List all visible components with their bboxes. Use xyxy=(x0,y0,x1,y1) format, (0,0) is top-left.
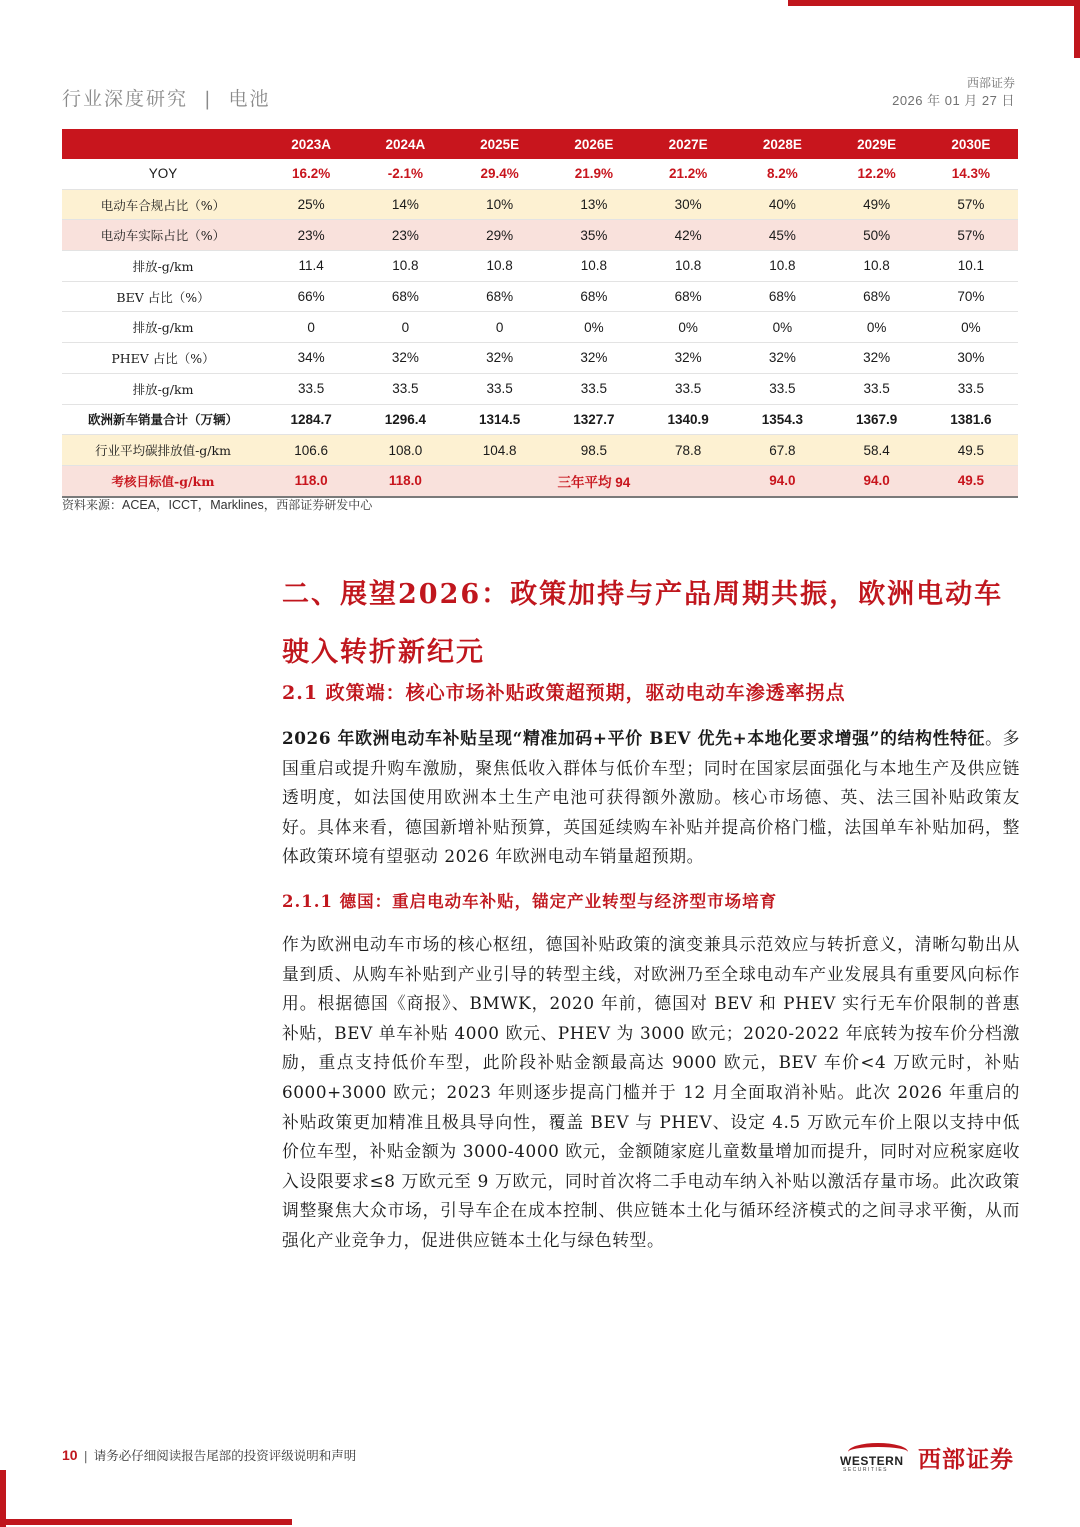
table-cell: 30% xyxy=(641,189,735,220)
row-label: 电动车合规占比（%） xyxy=(62,189,264,220)
table-cell: 1340.9 xyxy=(641,404,735,435)
table-cell: 0 xyxy=(453,312,547,343)
table-cell: 98.5 xyxy=(547,435,641,466)
table-header-cell: 2028E xyxy=(735,129,829,159)
table-cell: 0% xyxy=(641,312,735,343)
table-cell: 118.0 xyxy=(264,465,358,496)
report-category-header xyxy=(62,84,271,111)
table-cell: 29.4% xyxy=(453,159,547,189)
table-cell: 10.8 xyxy=(735,251,829,282)
row-label: 电动车实际占比（%） xyxy=(62,220,264,251)
table-cell: 10.8 xyxy=(358,251,452,282)
table-header-cell: 2026E xyxy=(547,129,641,159)
table-cell: 30% xyxy=(924,343,1018,374)
corner-accent-bottom-horizontal xyxy=(0,1519,292,1525)
table-cell: 23% xyxy=(264,220,358,251)
table-cell: 94.0 xyxy=(735,465,829,496)
table-row-target xyxy=(62,465,1018,496)
table-header-cell: 2030E xyxy=(924,129,1018,159)
row-label: 行业平均碳排放值-g/km xyxy=(62,435,264,466)
table-cell: 10.1 xyxy=(924,251,1018,282)
table-cell: 33.5 xyxy=(453,373,547,404)
table-cell: 0 xyxy=(264,312,358,343)
table-cell: 49.5 xyxy=(924,435,1018,466)
table-cell: 25% xyxy=(264,189,358,220)
company-name: 西部证券 xyxy=(966,76,1015,90)
table-cell: 57% xyxy=(924,189,1018,220)
table-cell: 68% xyxy=(735,281,829,312)
table-row-yoy xyxy=(62,159,1018,189)
table-row-avg-emissions xyxy=(62,435,1018,466)
table-cell: 94.0 xyxy=(830,465,924,496)
table-cell: 21.2% xyxy=(641,159,735,189)
logo-english: WESTERN xyxy=(840,1453,904,1468)
table-cell: 10.8 xyxy=(641,251,735,282)
table-cell: 33.5 xyxy=(641,373,735,404)
table-cell: 33.5 xyxy=(264,373,358,404)
table-row-bev-emissions xyxy=(62,312,1018,343)
table-cell: 8.2% xyxy=(735,159,829,189)
table-cell: 32% xyxy=(453,343,547,374)
row-label: 排放-g/km xyxy=(62,312,264,343)
table-cell: 14% xyxy=(358,189,452,220)
table-cell: 49% xyxy=(830,189,924,220)
table-row-bev-share xyxy=(62,281,1018,312)
table-cell: 0% xyxy=(735,312,829,343)
table-cell: 0% xyxy=(924,312,1018,343)
paragraph-body: 。多国重启或提升购车激励，聚焦低收入群体与低价车型；同时在国家层面强化与本地生产及供应链透明度，如法国使用欧洲本土生产电池可获得额外激励。核心市场德、英、法三国补贴政策友好。具体来看，德国新增补贴预算，英国延续购车补贴并提高价格门槛，法国单车补贴加码，整体政策环境有望驱动 2026 年欧洲电动车销量超预期。 xyxy=(282,728,1020,867)
table-cell-merged: 三年平均 94 xyxy=(453,465,736,496)
table-cell: 10.8 xyxy=(830,251,924,282)
footer-disclaimer xyxy=(62,1446,356,1464)
corner-accent-top-vertical xyxy=(1074,0,1080,58)
table-cell: 0 xyxy=(358,312,452,343)
table-cell: 32% xyxy=(641,343,735,374)
table-cell: 13% xyxy=(547,189,641,220)
table-row-phev-emissions xyxy=(62,373,1018,404)
table-cell: 0% xyxy=(547,312,641,343)
table-cell: 1367.9 xyxy=(830,404,924,435)
table-cell: 68% xyxy=(641,281,735,312)
table-cell: 16.2% xyxy=(264,159,358,189)
policy-paragraph xyxy=(282,724,1020,872)
table-cell: 33.5 xyxy=(830,373,924,404)
table-cell: 1296.4 xyxy=(358,404,452,435)
source-suffix: 西部证券研发中心 xyxy=(276,498,373,512)
report-sector: 电池 xyxy=(228,88,271,110)
table-cell: 33.5 xyxy=(358,373,452,404)
table-cell: 32% xyxy=(358,343,452,374)
page-number: 10 xyxy=(62,1447,78,1463)
table-cell: 23% xyxy=(358,220,452,251)
table-cell: 68% xyxy=(830,281,924,312)
table-cell: 1284.7 xyxy=(264,404,358,435)
table-header-row xyxy=(62,129,1018,159)
table-cell: 1314.5 xyxy=(453,404,547,435)
table-cell: 66% xyxy=(264,281,358,312)
emissions-forecast-table xyxy=(62,129,1018,498)
table-cell: 12.2% xyxy=(830,159,924,189)
report-type: 行业深度研究 xyxy=(62,88,189,110)
table-cell: 1381.6 xyxy=(924,404,1018,435)
company-logo xyxy=(840,1441,1014,1474)
table-cell: 50% xyxy=(830,220,924,251)
table-cell: 104.8 xyxy=(453,435,547,466)
footer-notice: 请务必仔细阅读报告尾部的投资评级说明和声明 xyxy=(93,1448,357,1463)
table-cell: -2.1% xyxy=(358,159,452,189)
table-row-phev-share xyxy=(62,343,1018,374)
table-row-total-sales xyxy=(62,404,1018,435)
table-cell: 1327.7 xyxy=(547,404,641,435)
logo-mark xyxy=(840,1443,914,1473)
table-cell: 32% xyxy=(547,343,641,374)
table-cell: 33.5 xyxy=(547,373,641,404)
germany-paragraph: 作为欧洲电动车市场的核心枢纽，德国补贴政策的演变兼具示范效应与转折意义，清晰勾勒出从量到质、从购车补贴到产业引导的转型主线，对欧洲乃至全球电动车产业发展具有重要风向标作用。根据德国《商报》、BMWK，2020 年前，德国对 BEV 和 PHEV 实行无车价限制的普惠补贴，BEV 单车补贴 4000 欧元、PHEV 为 3000 欧元；2020-2022 年底转为按车价分档激励，重点支持低价车型，此阶段补贴金额最高达 9000 欧元，BEV 车价<4 万欧元时，补贴 6000+3000 欧元；2023 年则逐步提高门槛并于 12 月全面取消补贴。此次 2026 年重启的补贴政策更加精准且极具导向性，覆盖 BEV 与 PHEV、设定 4.5 万欧元车价上限以支持中低价位车型，补贴金额为 3000-4000 欧元，金额随家庭儿童数量增加而提升，同时对应税家庭收入设限要求≤8 万欧元至 9 万欧元，同时首次将二手电动车纳入补贴以激活存量市场。此次政策调整聚焦大众市场，引导车企在成本控制、供应链本土化与循环经济模式的之间寻求平衡，从而强化产业竞争力，促进供应链本土化与绿色转型。 xyxy=(282,934,1020,1250)
table-cell: 33.5 xyxy=(735,373,829,404)
logo-english-sub: SECURITIES xyxy=(843,1466,889,1473)
table-cell: 10.8 xyxy=(547,251,641,282)
row-label: BEV 占比（%） xyxy=(62,281,264,312)
corner-accent-top-horizontal xyxy=(788,0,1080,6)
row-label: PHEV 占比（%） xyxy=(62,343,264,374)
table-cell: 68% xyxy=(358,281,452,312)
table-cell: 42% xyxy=(641,220,735,251)
table-cell: 108.0 xyxy=(358,435,452,466)
table-row-ev-compliance-share xyxy=(62,189,1018,220)
table-cell: 70% xyxy=(924,281,1018,312)
table-cell: 21.9% xyxy=(547,159,641,189)
table-row-ev-emissions xyxy=(62,251,1018,282)
table-cell: 10.8 xyxy=(453,251,547,282)
table-cell: 78.8 xyxy=(641,435,735,466)
table-cell: 1354.3 xyxy=(735,404,829,435)
source-list: ACEA，ICCT，Marklines， xyxy=(122,498,277,512)
header-separator: | xyxy=(204,88,213,110)
table-source-note xyxy=(62,495,372,513)
table-cell: 34% xyxy=(264,343,358,374)
corner-accent-bottom-vertical xyxy=(0,1470,6,1527)
table-cell: 10% xyxy=(453,189,547,220)
sub-subsection-heading: 2.1.1 德国：重启电动车补贴，锚定产业转型与经济型市场培育 xyxy=(282,892,778,911)
table-cell: 0% xyxy=(830,312,924,343)
company-date-header xyxy=(892,75,1015,109)
table-cell: 40% xyxy=(735,189,829,220)
table-header-cell xyxy=(62,129,264,159)
table-cell: 45% xyxy=(735,220,829,251)
table-cell: 32% xyxy=(735,343,829,374)
paragraph-lead: 2026 年欧洲电动车补贴呈现“精准加码+平价 BEV 优先+本地化要求增强”的结构性特征 xyxy=(282,728,986,748)
table-cell: 67.8 xyxy=(735,435,829,466)
report-date: 2026 年 01 月 27 日 xyxy=(892,93,1015,108)
table-header-cell: 2023A xyxy=(264,129,358,159)
table-cell: 68% xyxy=(547,281,641,312)
table-row-ev-actual-share xyxy=(62,220,1018,251)
table-cell: 14.3% xyxy=(924,159,1018,189)
table-cell: 11.4 xyxy=(264,251,358,282)
table-cell: 29% xyxy=(453,220,547,251)
table-cell: 118.0 xyxy=(358,465,452,496)
table-header-cell: 2029E xyxy=(830,129,924,159)
table-cell: 58.4 xyxy=(830,435,924,466)
row-label: 欧洲新车销量合计（万辆） xyxy=(62,404,264,435)
table-header-cell: 2024A xyxy=(358,129,452,159)
section-heading: 二、展望2026：政策加持与产品周期共振，欧洲电动车驶入转折新纪元 xyxy=(282,579,1004,668)
row-label: 排放-g/km xyxy=(62,251,264,282)
row-label: YOY xyxy=(62,159,264,189)
table-cell: 49.5 xyxy=(924,465,1018,496)
subsection-heading: 2.1 政策端：核心市场补贴政策超预期，驱动电动车渗透率拐点 xyxy=(282,682,846,704)
row-label: 排放-g/km xyxy=(62,373,264,404)
table-cell: 32% xyxy=(830,343,924,374)
source-prefix: 资料来源： xyxy=(62,498,123,512)
footer-separator: | xyxy=(83,1448,88,1463)
table-header-cell: 2027E xyxy=(641,129,735,159)
logo-chinese: 西部证券 xyxy=(918,1447,1014,1473)
row-label: 考核目标值-g/km xyxy=(62,465,264,496)
table-cell: 57% xyxy=(924,220,1018,251)
table-cell: 68% xyxy=(453,281,547,312)
table-cell: 35% xyxy=(547,220,641,251)
table-cell: 106.6 xyxy=(264,435,358,466)
table-header-cell: 2025E xyxy=(453,129,547,159)
table-cell: 33.5 xyxy=(924,373,1018,404)
